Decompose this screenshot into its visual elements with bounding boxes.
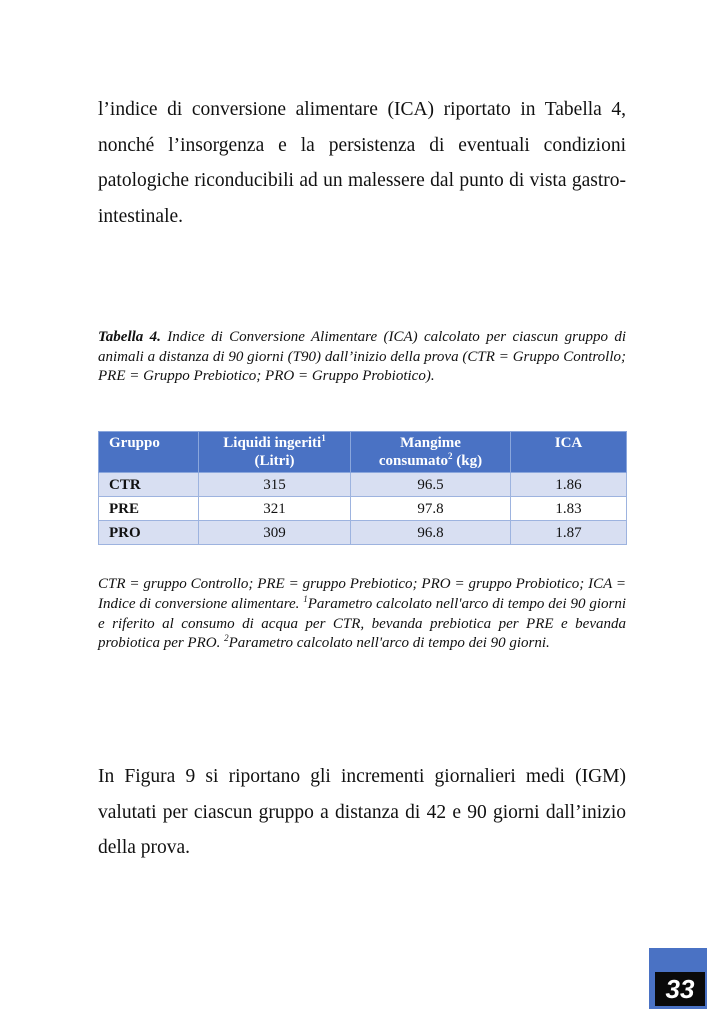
row-group: PRO bbox=[99, 521, 199, 545]
row-liquids: 321 bbox=[199, 497, 351, 521]
row-liquids: 309 bbox=[199, 521, 351, 545]
page-number-badge bbox=[649, 948, 707, 1009]
table-row bbox=[99, 521, 627, 545]
row-feed: 96.5 bbox=[351, 473, 511, 497]
caption-text: Indice di Conversione Alimentare (ICA) calcolato per ciascun gruppo di animali a distanza di 90 giorni (T90) dall’inizio della prova (CTR = Gruppo Controllo; PRE = Gruppo Prebiotico; PRO = Gruppo Probiotico). bbox=[98, 329, 627, 385]
row-group: PRE bbox=[99, 497, 199, 521]
row-feed: 96.8 bbox=[351, 521, 511, 545]
row-ica: 1.87 bbox=[511, 521, 627, 545]
header-group: Gruppo bbox=[99, 432, 199, 473]
header-ica: ICA bbox=[511, 432, 627, 473]
intro-paragraph: l’indice di conversione alimentare (ICA) riportato in Tabella 4, nonché l’insorgenza e la persistenza di eventuali condizioni patologiche riconducibili ad un malessere dal punto di vista gastro-intestinale. bbox=[98, 99, 626, 227]
ica-table bbox=[98, 431, 627, 545]
table-caption bbox=[98, 328, 626, 387]
page-number: 33 bbox=[655, 972, 705, 1006]
row-ica: 1.86 bbox=[511, 473, 627, 497]
row-liquids: 315 bbox=[199, 473, 351, 497]
header-liquids: Liquidi ingeriti$^1$ (Litri) bbox=[199, 432, 351, 473]
row-group: CTR bbox=[99, 473, 199, 497]
table-row bbox=[99, 473, 627, 497]
row-feed: 97.8 bbox=[351, 497, 511, 521]
caption-label: Tabella 4. bbox=[98, 329, 161, 345]
table-notes: CTR = gruppo Controllo; PRE = gruppo Prebiotico; PRO = gruppo Probiotico; ICA = Indice di conversione alimentare. $^1$Parametro calcolato nell'arco di tempo dei 90 giorni e riferito al consumo di acqua per CTR, bevanda prebiotica per PRE e bevanda probiotica per PRO. $^2$Parametro calcolato nell'arco di tempo dei 90 giorni. bbox=[98, 576, 627, 652]
header-feed: Mangime consumato$^2$ (kg) bbox=[351, 432, 511, 473]
row-ica: 1.83 bbox=[511, 497, 627, 521]
closing-paragraph: In Figura 9 si riportano gli incrementi giornalieri medi (IGM) valutati per ciascun gruppo a distanza di 42 e 90 giorni dall’inizio della prova. bbox=[98, 766, 626, 858]
table-row bbox=[99, 497, 627, 521]
table-header-row bbox=[99, 432, 627, 473]
